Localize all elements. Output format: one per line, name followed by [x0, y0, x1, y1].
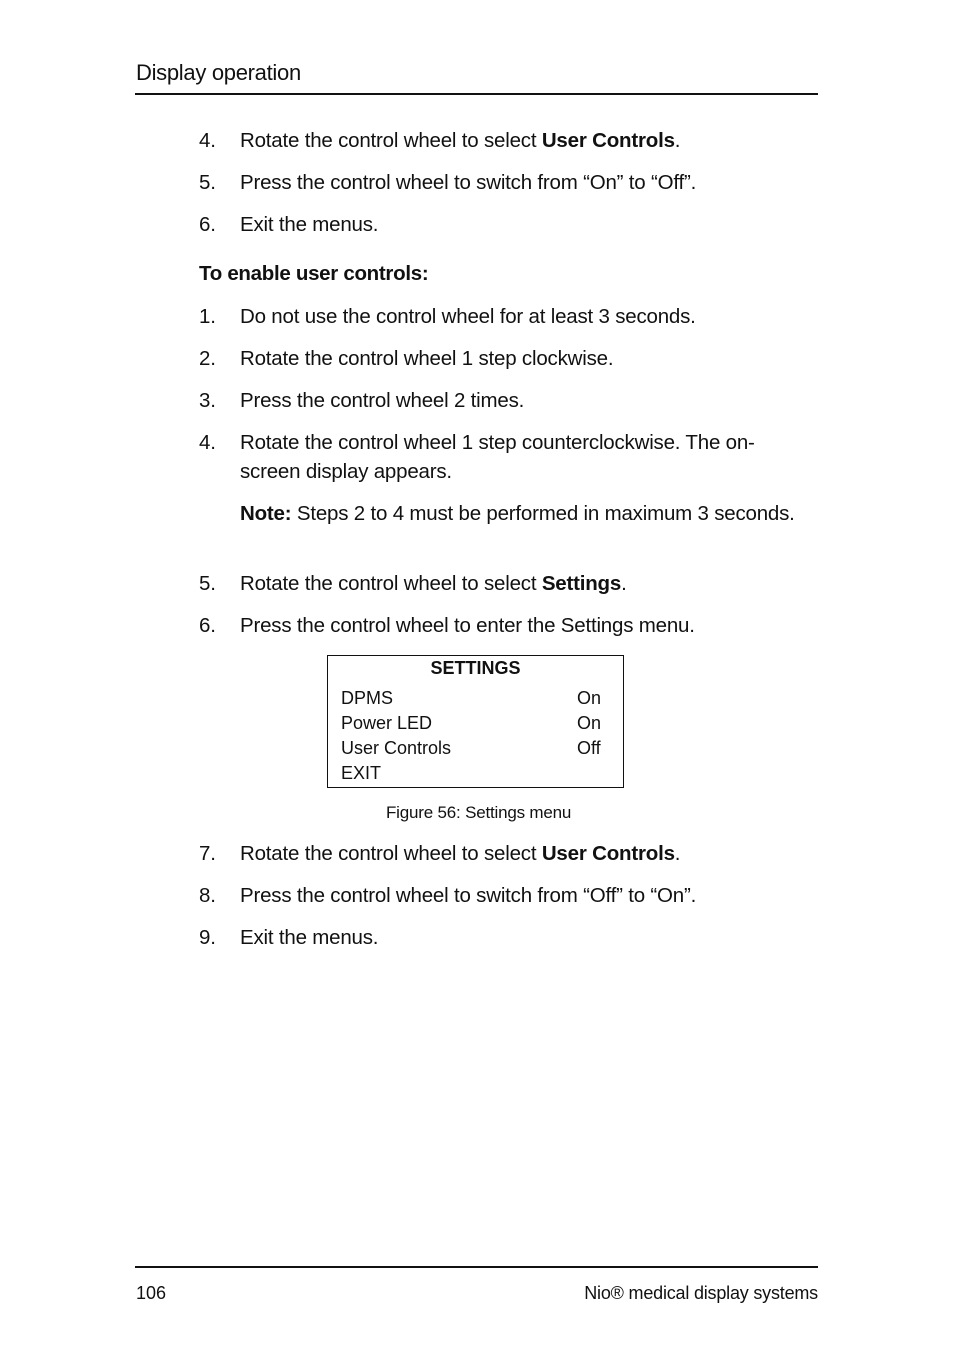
step-number: 6.	[199, 614, 216, 637]
step-text: Rotate the control wheel 1 step counterclockwise. The on-screen display appears.	[240, 431, 755, 483]
ui-term: User Controls	[541, 842, 675, 865]
step-text: Do not use the control wheel for at least 3 seconds.	[240, 305, 696, 328]
ui-term: User Controls	[541, 129, 675, 152]
step-number: 1.	[199, 305, 216, 328]
menu-row-value: Off	[577, 738, 601, 758]
step	[199, 302, 799, 331]
header-rule	[135, 93, 818, 95]
step-number: 7.	[199, 842, 216, 865]
ui-term: Settings	[541, 572, 622, 595]
step	[199, 428, 799, 486]
step-number: 8.	[199, 884, 216, 907]
step-text: Rotate the control wheel to select User Controls.	[240, 129, 681, 152]
figure-caption: Figure 56: Settings menu	[386, 803, 572, 822]
menu-row-power-led	[341, 711, 601, 736]
menu-row-dpms	[341, 686, 601, 711]
menu-row-label: DPMS	[341, 688, 394, 708]
page-header-title: Display operation	[136, 60, 301, 85]
menu-row-label: EXIT	[341, 763, 382, 783]
settings-menu-figure	[327, 655, 624, 788]
menu-row-label: Power LED	[341, 713, 433, 733]
step	[199, 839, 799, 868]
step	[199, 923, 799, 952]
step-text: Rotate the control wheel to select User Controls.	[240, 842, 681, 865]
step-number: 9.	[199, 926, 216, 949]
step-text: Exit the menus.	[240, 926, 379, 949]
step-number: 4.	[199, 129, 216, 152]
step-number: 5.	[199, 171, 216, 194]
product-name: Nio® medical display systems	[584, 1283, 818, 1303]
step-text: Press the control wheel to switch from “Off” to “On”.	[240, 884, 697, 907]
menu-row-value: On	[577, 688, 602, 708]
step-number: 4.	[199, 431, 216, 454]
step	[199, 126, 799, 155]
menu-row-exit	[341, 761, 601, 786]
step-text: Exit the menus.	[240, 213, 379, 236]
note	[240, 499, 800, 528]
page-number: 106	[136, 1283, 167, 1303]
step-number: 3.	[199, 389, 216, 412]
step-number: 5.	[199, 572, 216, 595]
menu-row-user-controls	[341, 736, 601, 761]
menu-row-label: User Controls	[341, 738, 452, 758]
step-text: Press the control wheel 2 times.	[240, 389, 525, 412]
step	[199, 881, 799, 910]
step	[199, 210, 799, 239]
step	[199, 386, 799, 415]
step-text: Press the control wheel to switch from “On” to “Off”.	[240, 171, 697, 194]
menu-row-value: On	[577, 713, 602, 733]
section-heading: To enable user controls:	[199, 262, 429, 285]
step-text: Press the control wheel to enter the Settings menu.	[240, 614, 695, 637]
step-text: Rotate the control wheel 1 step clockwise.	[240, 347, 614, 370]
menu-title: SETTINGS	[430, 658, 521, 678]
footer-rule	[135, 1266, 818, 1268]
step-number: 2.	[199, 347, 216, 370]
step-number: 6.	[199, 213, 216, 236]
step	[199, 569, 799, 598]
step-text: Rotate the control wheel to select Settings.	[240, 572, 627, 595]
step	[199, 168, 799, 197]
step	[199, 611, 799, 640]
note-label: Note:	[240, 502, 292, 525]
note-text: Steps 2 to 4 must be performed in maximum 3 seconds.	[291, 502, 795, 525]
step	[199, 344, 799, 373]
